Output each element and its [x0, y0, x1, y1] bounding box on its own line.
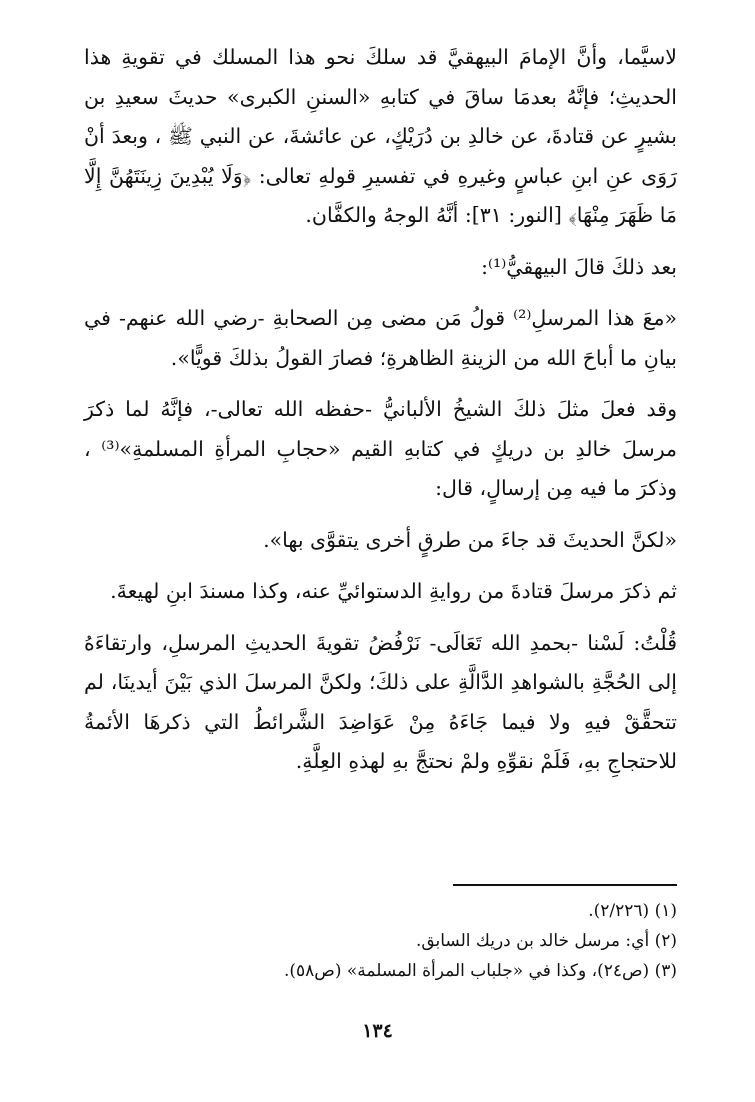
paragraph-4: وقد فعلَ مثلَ ذلكَ الشيخُ الألبانيُّ -حفظه الله تعالى-، فإنَّهُ لما ذكرَ مرسلَ خالدِ بن دريكٍ في كتابهِ القيم «حجابِ المرأةِ المسلمةِ»⁽³⁾ ، وذكرَ ما فيه مِن إرسالٍ، قال:	[84, 397, 678, 500]
footnotes	[84, 884, 677, 986]
footnote-divider	[453, 884, 677, 886]
paragraph-2: بعد ذلكَ قالَ البيهقيُّ⁽¹⁾:	[481, 254, 677, 279]
paragraph-5: «لكنَّ الحديثَ قد جاءَ من طرقٍ أخرى يتقوَّى بها».	[263, 527, 677, 552]
footnote-1: (١) (٢/٢٢٦).	[588, 901, 677, 921]
paragraph-1: لاسيَّما، وأنَّ الإمامَ البيهقيَّ قد سلكَ نحو هذا المسلك في تقويةِ هذا الحديثِ؛ فإنَّهُ بعدمَا ساقَ في كتابهِ «السننِ الكبرى» حديثَ سعيدِ بن بشيرٍ عن قتادةَ، عن خالدِ بن دُرَيْكٍ، عن عائشةَ، عن النبي ﷺ ، وبعدَ أنْ رَوَى عنِ ابنِ عباسٍ وغيرهِ في تفسيرِ قولهِ تعالى: ﴿وَلَا يُبْدِينَ زِينَتَهُنَّ إِلَّا مَا ظَهَرَ مِنْهَا﴾ [النور: ٣١]: أنَّهُ الوجهُ والكفَّان.	[84, 45, 677, 227]
footnote-2: (٢) أي: مرسل خالد بن دريك السابق.	[415, 931, 677, 951]
paragraph-6: ثم ذكرَ مرسلَ قتادةَ من روايةِ الدستوائيِّ عنه، وكذا مسندَ ابنِ لهيعةَ.	[110, 579, 677, 603]
page-number: ١٣٤	[362, 1020, 393, 1042]
footnote-3: (٣) (ص٢٤)، وكذا في «جلباب المرأة المسلمة» (ص٥٨).	[283, 961, 677, 981]
paragraph-7: قُلْتُ: لَسْنا -بحمدِ الله تَعَالَى- نَرْفُضُ تقويةَ الحديثِ المرسلِ، وارتقاءَهُ إلى الحُجَّةِ بالشواهدِ الدَّالَّةِ على ذلكَ؛ ولكنَّ المرسلَ الذي بَيْنَ أيدينَا، لم تتحقَّقْ فيهِ ولا فيما جَاءَهُ مِنْ عَوَاضِدَ الشَّرائطُ التي ذكرهَا الأئمةُ للاحتجاجِ بهِ، فَلَمْ نقوِّهِ ولمْ نحتجَّ بهِ لهذهِ العِلَّةِ.	[84, 630, 677, 773]
paragraph-3: «معَ هذا المرسلِ⁽²⁾ قولُ مَن مضى مِن الصحابةِ -رضي الله عنهم- في بيانِ ما أباحَ الله من الزينةِ الظاهرةِ؛ فصارَ القولُ بذلكَ قويًّا».	[84, 306, 678, 370]
body-text	[84, 38, 677, 782]
